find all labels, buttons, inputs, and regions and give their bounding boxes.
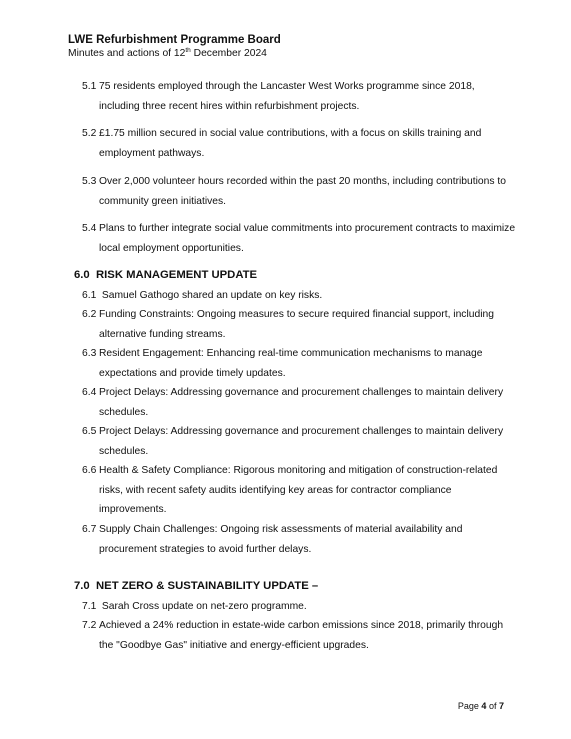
section-heading-net-zero	[74, 579, 318, 593]
item-text: Project Delays: Addressing governance and procurement challenges to maintain delivery schedules.	[99, 426, 504, 457]
item-text: Samuel Gathogo shared an update on key risks.	[99, 290, 323, 301]
item-number: 6.4	[82, 387, 97, 398]
item-text: Sarah Cross update on net-zero programme.	[99, 601, 307, 612]
page-number	[458, 701, 504, 711]
list-item	[82, 461, 517, 520]
list-item	[82, 124, 517, 163]
item-number: 7.1	[82, 601, 97, 612]
list-item	[82, 422, 517, 461]
page-current: 4	[481, 701, 487, 711]
page-header	[68, 33, 281, 61]
subtitle-ordinal: th	[185, 47, 191, 54]
list-item	[82, 344, 517, 383]
item-text: £1.75 million secured in social value contributions, with a focus on skills training and employment pathways.	[99, 128, 482, 159]
item-text: Supply Chain Challenges: Ongoing risk assessments of material availability and procurement strategies to avoid further delays.	[99, 524, 463, 555]
document-subtitle	[68, 47, 281, 61]
page-of-label: of	[488, 701, 497, 711]
item-number: 5.1	[82, 81, 97, 92]
item-number: 6.6	[82, 465, 97, 476]
item-number: 5.3	[82, 176, 97, 187]
item-number: 6.2	[82, 309, 97, 320]
heading-number: 7.0	[74, 580, 90, 592]
list-item	[82, 383, 517, 422]
item-text: Achieved a 24% reduction in estate-wide carbon emissions since 2018, primarily through the "Goodbye Gas" initiative and energy-efficient upgrades.	[99, 620, 504, 651]
item-number: 6.5	[82, 426, 97, 437]
list-item	[82, 520, 517, 559]
item-text: Funding Constraints: Ongoing measures to secure required financial support, including alternative funding streams.	[99, 309, 494, 340]
page-total: 7	[498, 701, 504, 711]
heading-title: RISK MANAGEMENT UPDATE	[96, 269, 258, 281]
list-item	[82, 305, 517, 344]
item-text: Over 2,000 volunteer hours recorded within the past 20 months, including contributions to community green initiatives.	[99, 176, 506, 207]
document-title: LWE Refurbishment Programme Board	[68, 34, 281, 46]
list-item	[82, 219, 517, 258]
heading-number: 6.0	[74, 269, 90, 281]
item-text: Resident Engagement: Enhancing real-time communication mechanisms to manage expectations and provide timely updates.	[99, 348, 483, 379]
item-number: 6.1	[82, 290, 97, 301]
section-heading-risk	[74, 268, 257, 282]
item-text: Project Delays: Addressing governance and procurement challenges to maintain delivery schedules.	[99, 387, 504, 418]
list-item	[82, 616, 517, 655]
page-label: Page	[457, 701, 479, 711]
heading-title: NET ZERO & SUSTAINABILITY UPDATE –	[96, 580, 319, 592]
item-number: 7.2	[82, 620, 97, 631]
item-number: 5.2	[82, 128, 97, 139]
item-number: 6.3	[82, 348, 97, 359]
list-item	[82, 172, 517, 211]
subtitle-prefix: Minutes and actions of 12	[68, 48, 186, 59]
item-number: 5.4	[82, 223, 97, 234]
item-text: Plans to further integrate social value commitments into procurement contracts to maximize local employment opportunities.	[99, 223, 516, 254]
list-item	[82, 286, 517, 306]
item-text: 75 residents employed through the Lancaster West Works programme since 2018, including three recent hires within refurbishment projects.	[99, 81, 475, 112]
list-item	[82, 77, 517, 116]
item-text: Health & Safety Compliance: Rigorous monitoring and mitigation of construction-related risks, with recent safety audits identifying key areas for contractor compliance improvements.	[99, 465, 498, 515]
subtitle-suffix: December 2024	[190, 48, 267, 59]
list-item	[82, 597, 517, 617]
item-number: 6.7	[82, 524, 97, 535]
